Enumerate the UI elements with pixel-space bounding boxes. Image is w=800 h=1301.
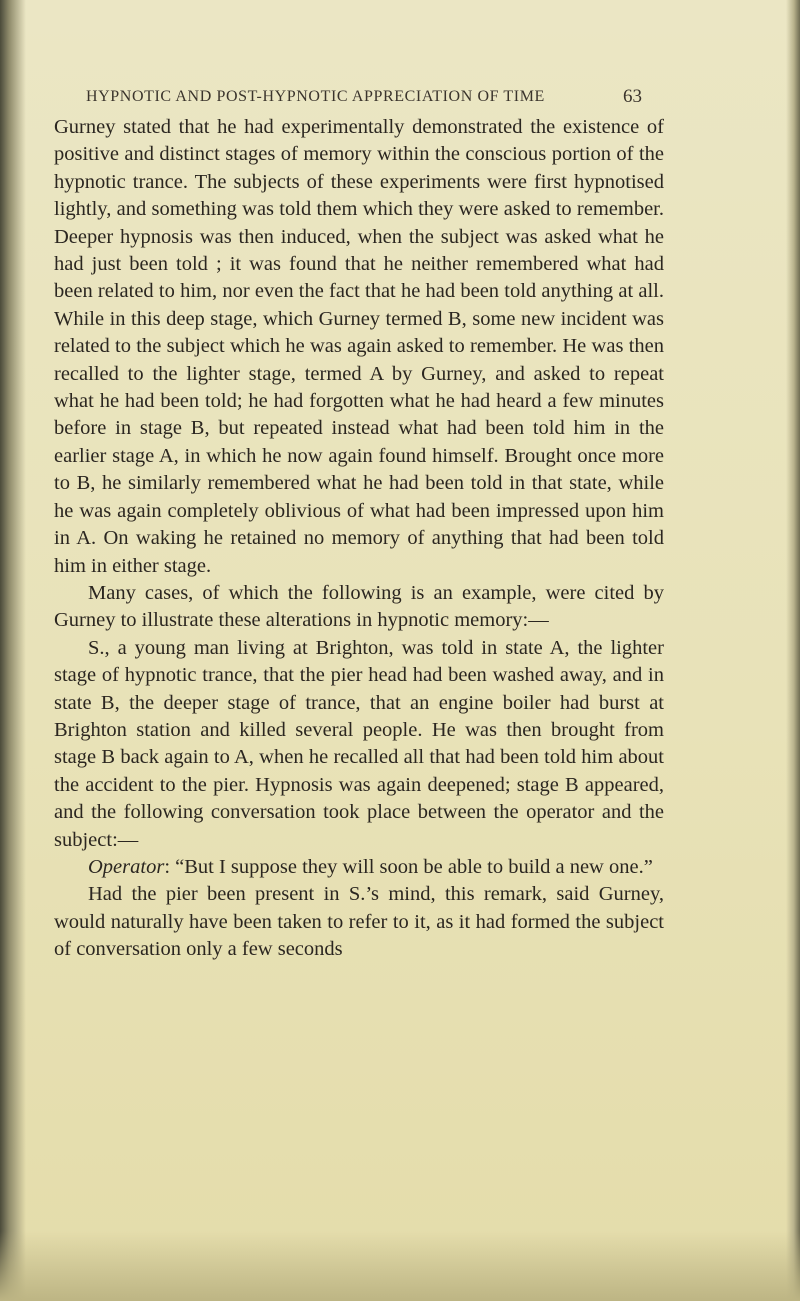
paragraph-1: Gurney stated that he had experimentally demonstrated the existence of positive and distinct stages of memory within the conscious portion of the hypnotic trance. The subjects of these experiments were first hypnotised lightly, and something was told them which they were asked to remember. Deeper hypnosis was then induced, when the subject was asked what he had just been told ; it was found that he neither remembered what had been related to him, nor even the fact that he had been told anything at all. While in this deep stage, which Gurney termed B, some new incident was related to the subject which he was again asked to remember. He was then recalled to the lighter stage, termed A by Gurney, and asked to repeat what he had been told; he had forgotten what he had heard a few minutes before in stage B, but repeated instead what had been told him in the earlier stage A, in which he now again found himself. Brought once more to B, he similarly remembered what he had been told in that state, while he was again completely oblivious of what had been impressed upon him in A. On waking he retained no memory of anything that had been told him in either stage. (54, 116, 664, 577)
binding-shadow (0, 0, 26, 1301)
dialogue-speaker: Operator (88, 855, 165, 878)
body-text (54, 114, 664, 964)
closing-paragraph: Had the pier been present in S.’s mind, this remark, said Gurney, would naturally have been taken to refer to it, as it had formed the subject of conversation only a few seconds (54, 883, 664, 961)
dialogue-quote: “But I suppose they will soon be able to build a new one.” (175, 855, 653, 878)
paragraph-3: S., a young man living at Brighton, was told in state A, the lighter stage of hypnotic trance, that the pier head had been washed away, and in state B, the deeper stage of trance, that an engine boiler had burst at Brighton station and killed several people. He was then brought from stage B back again to A, when he recalled all that had been told him about the accident to the pier. Hypnosis was again deepened; stage B appeared, and the following conversation took place between the operator and the subject:— (54, 636, 664, 851)
page-number: 63 (623, 86, 642, 107)
dialogue-line: Operator: “But I suppose they will soon be able to build a new one.” (88, 855, 653, 878)
page-edge-shadow (786, 0, 800, 1301)
paragraph-2: Many cases, of which the following is an example, were cited by Gurney to illustrate these alterations in hypnotic memory:— (54, 581, 664, 632)
page-bottom-shade (0, 1231, 800, 1301)
running-head (86, 88, 642, 106)
running-title: HYPNOTIC AND POST-HYPNOTIC APPRECIATION OF TIME (86, 88, 545, 105)
